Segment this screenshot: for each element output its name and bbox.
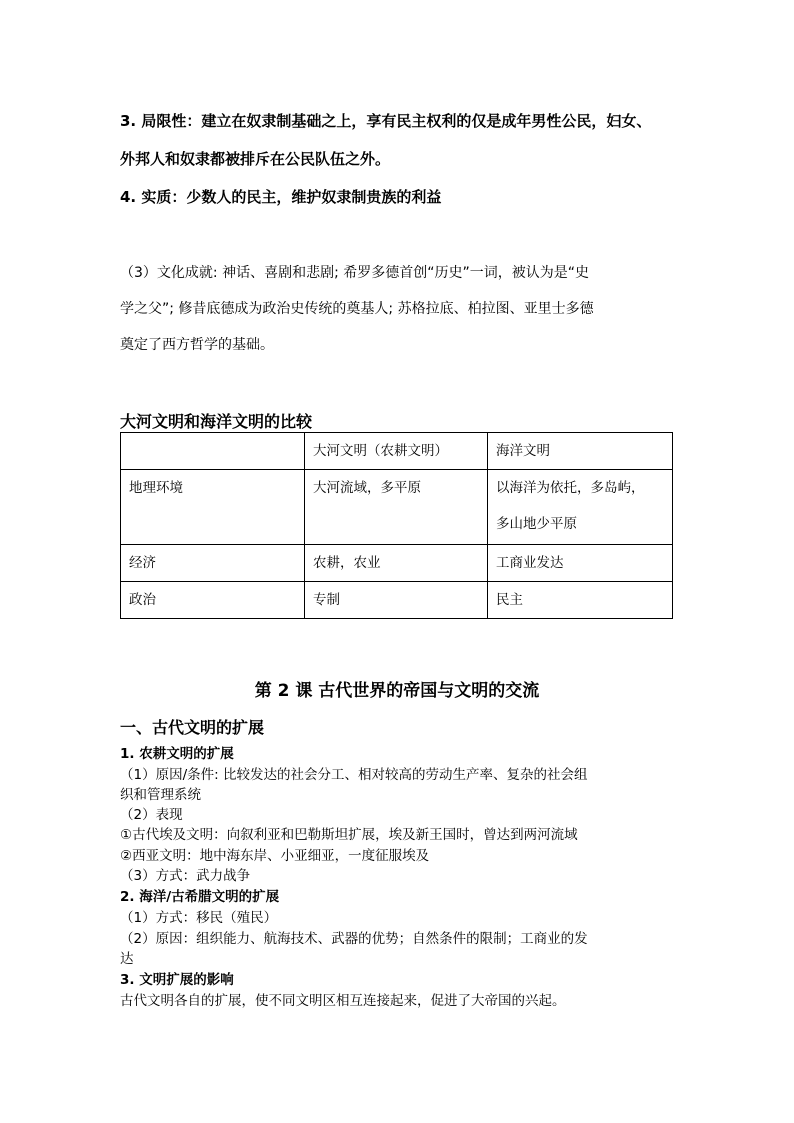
text-line: 古代文明各自的扩展，使不同文明区相互连接起来，促进了大帝国的兴起。 xyxy=(120,993,566,1009)
ocean-cell xyxy=(488,470,673,545)
subheading-agricultural: 1. 农耕文明的扩展 xyxy=(120,746,234,762)
limitation-line-1: 3. 局限性：建立在奴隶制基础之上，享有民主权利的仅是成年男性公民，妇女、 xyxy=(120,112,652,130)
row-label: 经济 xyxy=(121,545,305,582)
culture-line-1: （3）文化成就: 神话、喜剧和悲剧; 希罗多德首创“历史”一词，被认为是“史 xyxy=(120,265,589,281)
comparison-title: 大河文明和海洋文明的比较 xyxy=(120,412,313,431)
limitation-line-2: 外邦人和奴隶都被排斥在公民队伍之外。 xyxy=(120,150,391,168)
essence-line: 4. 实质：少数人的民主，维护奴隶制贵族的利益 xyxy=(120,188,442,206)
row-label: 地理环境 xyxy=(121,470,305,545)
table-header-row xyxy=(121,433,673,470)
table-row xyxy=(121,582,673,619)
subheading-maritime: 2. 海洋/古希腊文明的扩展 xyxy=(120,889,280,905)
culture-line-3: 奠定了西方哲学的基础。 xyxy=(120,337,274,353)
text-line: （2）原因：组织能力、航海技术、武器的优势；自然条件的限制；工商业的发 xyxy=(120,931,588,947)
header-cell-ocean: 海洋文明 xyxy=(488,433,673,470)
text-line: （3）方式：武力战争 xyxy=(120,868,251,884)
text-line: 达 xyxy=(120,951,134,967)
header-cell-river: 大河文明（农耕文明） xyxy=(305,433,488,470)
comparison-table xyxy=(120,432,673,619)
ocean-cell-line-1: 以海洋为依托，多岛屿， xyxy=(496,480,645,496)
lesson-title: 第 2 课 古代世界的帝国与文明的交流 xyxy=(254,681,540,701)
text-line: ①古代埃及文明：向叙利亚和巴勒斯坦扩展，埃及新王国时，曾达到两河流域 xyxy=(120,827,578,843)
row-label: 政治 xyxy=(121,582,305,619)
header-cell-empty xyxy=(121,433,305,470)
river-cell: 专制 xyxy=(305,582,488,619)
culture-line-2: 学之父”; 修昔底德成为政治史传统的奠基人; 苏格拉底、柏拉图、亚里士多德 xyxy=(120,301,594,317)
table-row xyxy=(121,545,673,582)
text-line: （1）原因/条件: 比较发达的社会分工、相对较高的劳动生产率、复杂的社会组 xyxy=(120,767,588,783)
text-line: 织和管理系统 xyxy=(120,787,201,803)
river-cell: 农耕，农业 xyxy=(305,545,488,582)
ocean-cell-line-2: 多山地少平原 xyxy=(496,516,577,532)
ocean-cell: 民主 xyxy=(488,582,673,619)
text-line: （2）表现 xyxy=(120,807,183,823)
ocean-cell: 工商业发达 xyxy=(488,545,673,582)
text-line: （1）方式：移民（殖民） xyxy=(120,910,278,926)
table-row xyxy=(121,470,673,545)
river-cell: 大河流域，多平原 xyxy=(305,470,488,545)
subheading-impact: 3. 文明扩展的影响 xyxy=(120,972,234,988)
text-line: ②西亚文明：地中海东岸、小亚细亚，一度征服埃及 xyxy=(120,848,430,864)
section-heading: 一、古代文明的扩展 xyxy=(120,718,265,737)
